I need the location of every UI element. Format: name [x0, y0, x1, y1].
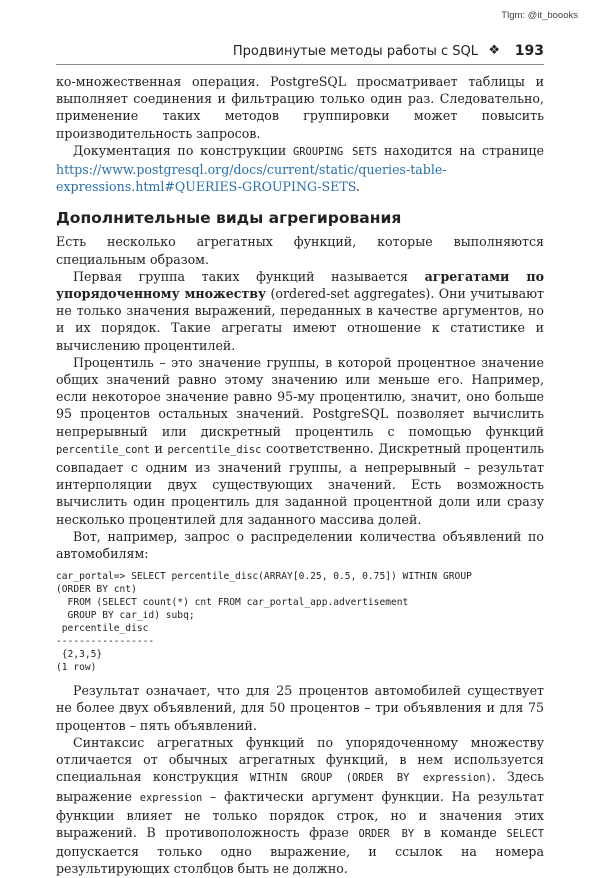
text: в команде — [414, 824, 507, 840]
text: . Здесь выражение — [56, 769, 544, 804]
inline-code: ORDER BY — [358, 827, 415, 840]
page-body — [56, 73, 544, 878]
paragraph-1: ко-множественная операция. PostgreSQL просматривает таблицы и выполняет соединения и фильтрацию только один раз. Следовательно, применение таких методов группировки может повысить производительность запросов. — [56, 74, 544, 141]
code-block: car_portal=> SELECT percentile_disc(ARRAY[0.25, 0.5, 0.75]) WITHIN GROUP (ORDER BY cnt) FROM (SELECT count(*) cnt FROM car_portal_app.advertisement GROUP BY car_id) subq; percentile_disc ----------------- {2,3,5} (1 row) — [56, 571, 472, 674]
running-header — [56, 40, 544, 65]
paragraph-8 — [56, 734, 544, 878]
inline-code: percentile_cont — [56, 443, 150, 456]
text: и — [149, 440, 168, 456]
text: Документация по конструкции — [73, 142, 294, 158]
paragraph-5 — [56, 354, 544, 528]
page-number: 193 — [514, 43, 544, 59]
paragraph-2 — [56, 142, 544, 196]
inline-code: WITHIN GROUP (ORDER BY expression) — [249, 772, 492, 785]
inline-code: expression — [139, 791, 203, 804]
text: . — [355, 179, 360, 195]
watermark: Tlgm: @it_boooks — [501, 10, 578, 21]
text: Первая группа таких функций называется — [73, 268, 425, 284]
paragraph-3: Есть несколько агрегатных функций, которые выполняются специальным образом. — [56, 234, 544, 267]
text: допускается только одно выражение, и ссылок на номера результирующих столбцов быть не должно. — [56, 844, 544, 877]
section-heading: Дополнительные виды агрегирования — [56, 209, 402, 228]
header-title: Продвинутые методы работы с SQL — [232, 44, 478, 59]
inline-code: SELECT — [506, 827, 544, 840]
inline-code: percentile_disc — [167, 443, 262, 456]
text: (ordered-set aggregates). Они учитывают не только значения выражений, переданных в качестве аргументов, но и их порядок. Такие агрегаты имеют отношение к статистике и вычислению процентилей. — [56, 286, 545, 353]
paragraph-7: Результат означает, что для 25 процентов автомобилей существует не более двух объявлений, для 50 процентов – три объявления и для 75 процентов – пять объявлений. — [56, 683, 544, 733]
text: – фактически аргумент функции. На результат функции влияет не только порядок строк, но и значения этих выражений. В противоположность фразе — [56, 788, 544, 840]
bold-term: агрегатами по упорядоченному множеству — [56, 268, 544, 302]
text: находится на странице — [377, 142, 544, 158]
inline-code: GROUPING SETS — [293, 145, 378, 158]
bullet-icon: ❖ — [488, 43, 500, 58]
text: соответственно. Дискретный процентиль совпадает с одним из значений группы, а непрерывный – результат интерполяции двух существующих значений. Есть возможность вычислить один процентиль для заданной процентной доли или сразу несколько процентилей для заданного массива долей. — [56, 440, 544, 527]
text: Процентиль – это значение группы, в которой процентное значение общих значений равно этому значению или меньше его. Например, если некоторое значение равно 95-му процентилю, значит, оно больше 95 процентов остальных значений. PostgreSQL позволяет вычислить непрерывный или дискретный процентиль с помощью функций — [56, 354, 544, 439]
paragraph-4 — [56, 268, 544, 354]
text: Синтаксис агрегатных функций по упорядоченному множеству отличается от обычных агрегатных функций, в нем используется специальная конструкция — [56, 734, 544, 785]
docs-link[interactable]: https://www.postgresql.org/docs/current/static/queries-table-expressions.html#QUERIES-GROUPING-SETS — [56, 162, 447, 195]
paragraph-6: Вот, например, запрос о распределении количества объявлений по автомобилям: — [56, 528, 544, 562]
